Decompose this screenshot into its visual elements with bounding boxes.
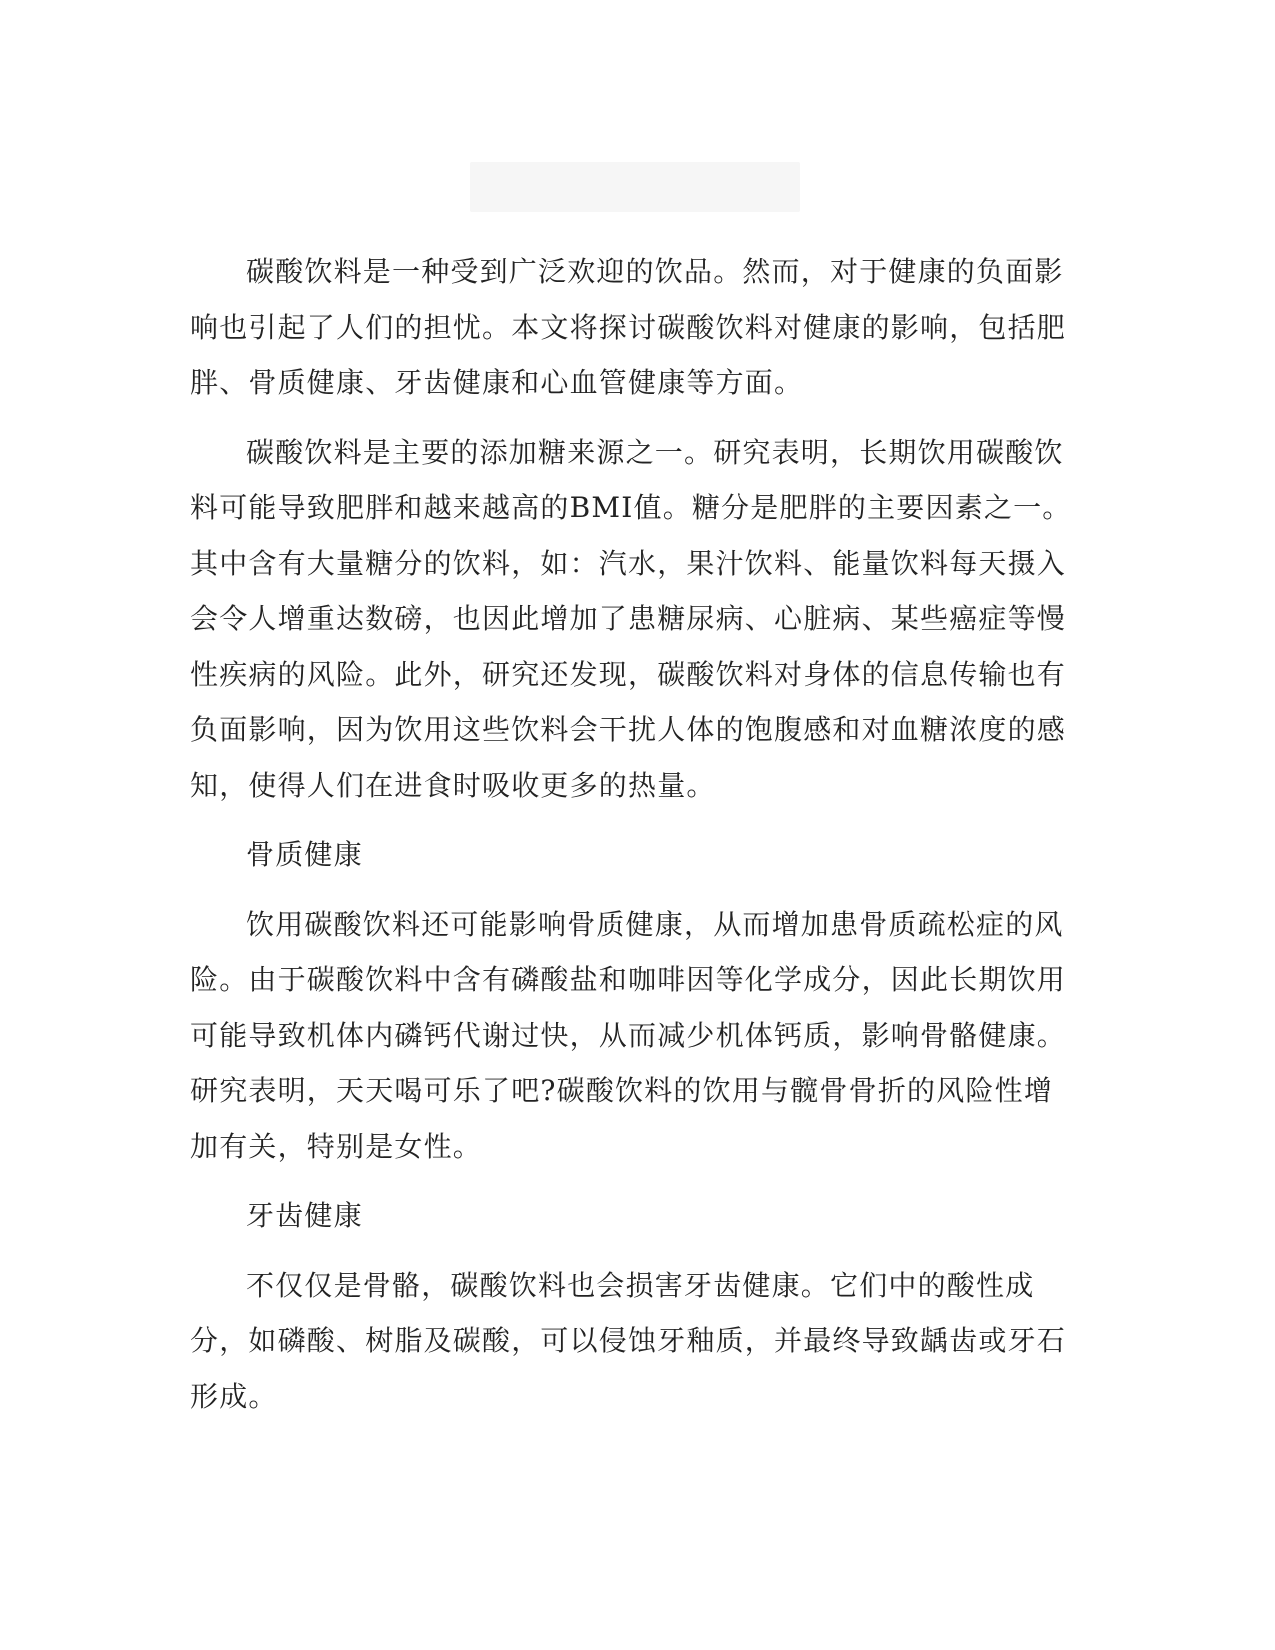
title-placeholder: [470, 162, 800, 212]
paragraph-intro: 碳酸饮料是一种受到广泛欢迎的饮品。然而，对于健康的负面影响也引起了人们的担忧。本文将探讨碳酸饮料对健康的影响，包括肥胖、骨质健康、牙齿健康和心血管健康等方面。: [190, 255, 1067, 399]
paragraph-bone-health: 饮用碳酸饮料还可能影响骨质健康，从而增加患骨质疏松症的风险。由于碳酸饮料中含有磷酸盐和咖啡因等化学成分，因此长期饮用可能导致机体内磷钙代谢过快，从而减少机体钙质，影响骨骼健康。研究表明，天天喝可乐了吧?碳酸饮料的饮用与髋骨骨折的风险性增加有关，特别是女性。: [190, 907, 1067, 1163]
document-body: [190, 244, 1075, 1424]
heading-dental-health: 牙齿健康: [246, 1199, 363, 1232]
paragraph-dental-health: 不仅仅是骨骼，碳酸饮料也会损害牙齿健康。它们中的酸性成分，如磷酸、树脂及碳酸，可以侵蚀牙釉质，并最终导致龋齿或牙石形成。: [190, 1268, 1067, 1413]
heading-bone-health: 骨质健康: [246, 838, 363, 871]
paragraph-obesity: 碳酸饮料是主要的添加糖来源之一。研究表明，长期饮用碳酸饮料可能导致肥胖和越来越高的BMI值。糖分是肥胖的主要因素之一。其中含有大量糖分的饮料，如：汽水，果汁饮料、能量饮料每天摄入会令人增重达数磅，也因此增加了患糖尿病、心脏病、某些癌症等慢性疾病的风险。此外，研究还发现，碳酸饮料对身体的信息传输也有负面影响，因为饮用这些饮料会干扰人体的饱腹感和对血糖浓度的感知，使得人们在进食时吸收更多的热量。: [190, 435, 1072, 802]
